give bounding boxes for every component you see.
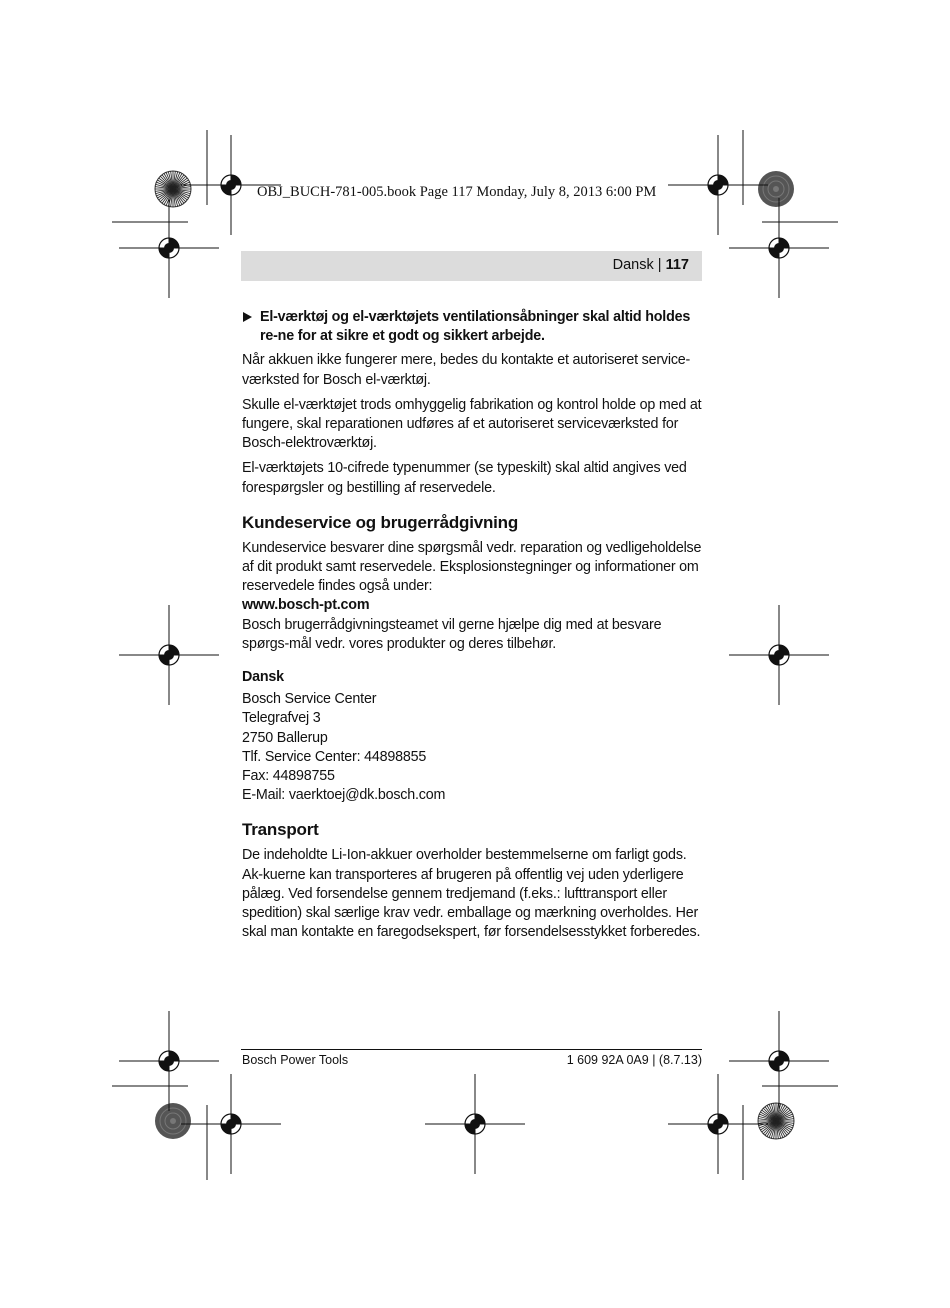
crosshair-icon (729, 605, 829, 705)
paragraph: Når akkuen ikke fungerer mere, bedes du kontakte et autoriseret service-værksted for Bosch el-værktøj. (242, 352, 691, 388)
crosshair-icon (425, 1074, 525, 1174)
footer-rule (241, 1049, 702, 1050)
contact-country: Dansk (242, 669, 284, 686)
contact-line: Bosch Service Center (242, 691, 377, 708)
warning-text: El-værktøj og el-værktøjets ventilationsåbninger skal altid holdes re-ne for at sikre et godt og sikkert arbejde. (260, 309, 691, 345)
advice-text: Bosch brugerrådgivningsteamet vil gerne hjælpe dig med at besvare spørgs-mål vedr. vores produkter og deres tilbehør. (242, 616, 662, 652)
contact-block (242, 668, 702, 805)
footer-company: Bosch Power Tools (242, 1053, 349, 1067)
page-header (241, 251, 702, 281)
header-text (613, 257, 689, 273)
paragraph: El-værktøjets 10-cifrede typenummer (se typeskilt) skal altid angives ved forespørgsler og bestilling af reservedele. (242, 460, 687, 496)
main-content (242, 308, 702, 948)
warning-item (242, 308, 702, 346)
transport-text: De indeholdte Li-Ion-akkuer overholder bestemmelserne om farligt gods. Ak-kuerne kan transporteres af brugeren på offentlig vej uden yderligere pålæg. Ved forsendelse gennem tredjemand (f.eks.: lufttransport eller spedition) skal særlige krav vedr. emballage og mærkning overholdes. Her skal man kontakte en faregodsekspert, før forsendelsesstykket forberedes. (242, 847, 701, 941)
crosshair-icon (181, 1074, 281, 1174)
footer-doc-number: 1 609 92A 0A9 | (8.7.13) (566, 1053, 702, 1067)
dark-circle-icon-top-right (758, 171, 794, 207)
crosshair-icon (119, 198, 219, 298)
contact-line: Telegrafvej 3 (242, 710, 321, 727)
section-heading-transport: Transport (242, 820, 319, 840)
file-slug-line: OBJ_BUCH-781-005.book Page 117 Monday, July 8, 2013 6:00 PM (257, 184, 657, 200)
bullet-triangle-icon (243, 312, 252, 322)
section-heading-customer-service: Kundeservice og brugerrådgivning (242, 512, 519, 532)
contact-line: Tlf. Service Center: 44898855 (242, 748, 427, 765)
crosshair-icon (119, 605, 219, 705)
contact-email[interactable]: E-Mail: vaerktoej@dk.bosch.com (242, 787, 446, 804)
crosshair-icon (119, 1011, 219, 1111)
dark-circle-icon-bottom-left (155, 1103, 191, 1139)
paragraph: Skulle el-værktøjet trods omhyggelig fabrikation og kontrol holde op med at fungere, skal reparationen udføres af et autoriseret serviceværksted for Bosch-elektroværktøj. (242, 396, 702, 452)
crosshair-icon (729, 1011, 829, 1111)
header-separator: | (657, 257, 662, 273)
contact-line: 2750 Ballerup (242, 729, 328, 746)
contact-line: Fax: 44898755 (242, 768, 335, 785)
crosshair-icon (668, 1074, 768, 1174)
customer-service-block (242, 539, 702, 654)
customer-service-intro: Kundeservice besvarer dine spørgsmål vedr. reparation og vedligeholdelse af dit produkt samt reservedele. Eksplosionstegninger og informationer om reservedele findes også under: (242, 539, 702, 595)
crosshair-icon (729, 198, 829, 298)
starburst-icon-top-left (155, 171, 191, 207)
website-link[interactable]: www.bosch-pt.com (242, 597, 370, 614)
starburst-icon-bottom-right (758, 1103, 794, 1139)
header-language: Dansk (612, 257, 654, 273)
page-number: 117 (665, 257, 689, 273)
